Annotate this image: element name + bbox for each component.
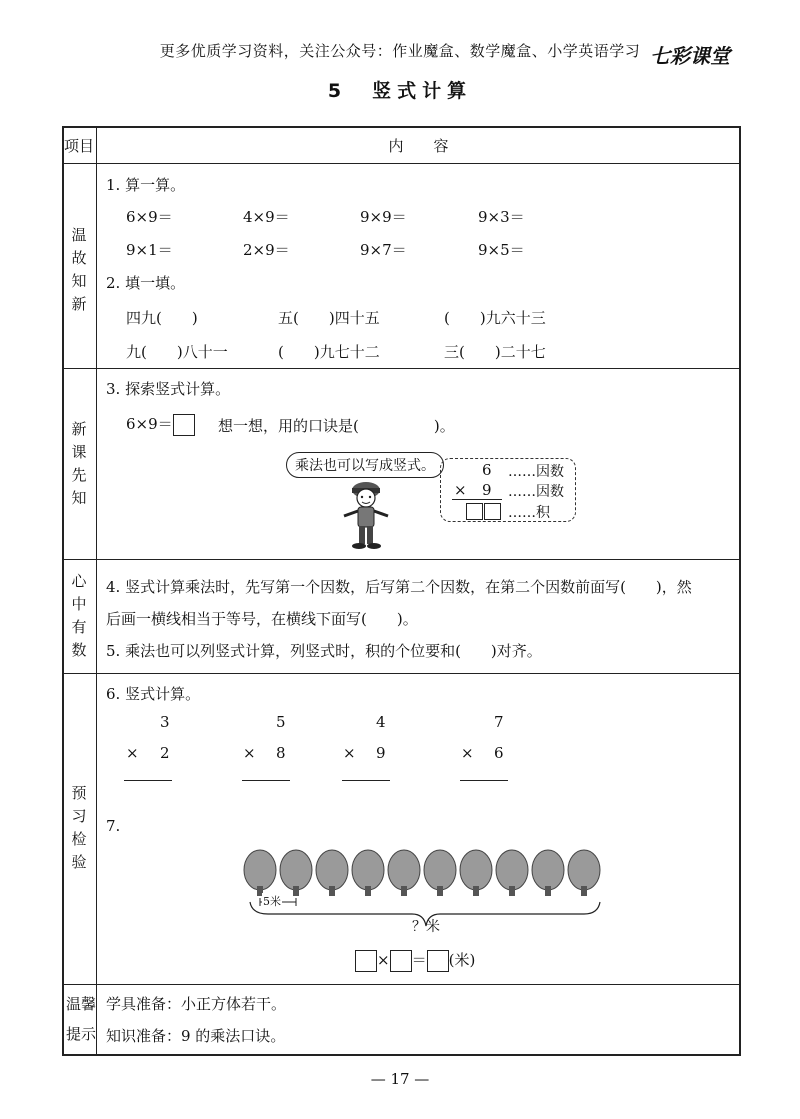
vcalc-line bbox=[342, 780, 390, 781]
factor-label: ……因数 bbox=[508, 484, 564, 500]
vcalc-bottom: 9 bbox=[376, 744, 386, 762]
section-label-review bbox=[62, 224, 96, 316]
vcalc-op: × bbox=[243, 744, 256, 762]
tree-icon bbox=[460, 850, 492, 896]
answer-box[interactable] bbox=[484, 503, 501, 520]
q3-expression bbox=[126, 413, 195, 436]
vcalc-op: × bbox=[461, 744, 474, 762]
row-divider bbox=[62, 984, 741, 985]
tree-icon bbox=[244, 850, 276, 896]
q2-item: 五( )四十五 bbox=[278, 309, 380, 327]
tree-icon bbox=[424, 850, 456, 896]
q2-item: 三( )二十七 bbox=[444, 343, 546, 361]
cartoon-child-icon bbox=[334, 476, 398, 554]
page-title: 5 竖式计算 bbox=[327, 80, 473, 102]
q1-item: 4×9＝ bbox=[243, 208, 290, 226]
q7-equation bbox=[355, 949, 475, 972]
answer-box[interactable] bbox=[427, 950, 449, 972]
gap-label: 5米 bbox=[263, 895, 281, 908]
q1-item: 9×7＝ bbox=[360, 241, 407, 259]
q4-line1: 4. 竖式计算乘法时，先写第一个因数，后写第二个因数，在第二个因数前面写( )，然 bbox=[106, 578, 692, 596]
tree-icon bbox=[280, 850, 312, 896]
q6-title: 6. 竖式计算。 bbox=[106, 685, 201, 703]
vertical-mid-number: 9 bbox=[482, 481, 492, 499]
tree-icon bbox=[568, 850, 600, 896]
section-label-new bbox=[62, 418, 96, 510]
section-label-text: 心中有数 bbox=[71, 572, 87, 659]
q2-item: ( )九六十三 bbox=[444, 309, 546, 327]
q3-expr-text: 6×9＝ bbox=[126, 415, 173, 433]
q2-item: 九( )八十一 bbox=[126, 343, 228, 361]
header-item: 项目 bbox=[63, 137, 94, 155]
q5-line: 5. 乘法也可以列竖式计算，列竖式时，积的个位要和( )对齐。 bbox=[106, 642, 542, 660]
answer-box[interactable] bbox=[355, 950, 377, 972]
vcalc-line bbox=[124, 780, 172, 781]
equals-sign: ＝ bbox=[411, 951, 427, 969]
vertical-op: × bbox=[454, 481, 467, 499]
vcalc-top: 3 bbox=[160, 713, 170, 731]
section-label-tips-1: 温馨 bbox=[65, 995, 96, 1013]
product-boxes bbox=[466, 501, 501, 520]
promo-text: 更多优质学习资料，关注公众号：作业魔盒、数学魔盒、小学英语学习 bbox=[159, 42, 641, 60]
row-divider bbox=[62, 673, 741, 674]
tree-icon bbox=[316, 850, 348, 896]
vcalc-line bbox=[460, 780, 508, 781]
q3-think: 想一想，用的口诀是( )。 bbox=[218, 417, 455, 435]
vcalc-op: × bbox=[126, 744, 139, 762]
section-label-text: 新课先知 bbox=[71, 420, 87, 507]
vcalc-op: × bbox=[343, 744, 356, 762]
vcalc-bottom: 6 bbox=[494, 744, 504, 762]
column-divider bbox=[96, 126, 97, 1056]
vcalc-line bbox=[242, 780, 290, 781]
q1-item: 6×9＝ bbox=[126, 208, 173, 226]
q2-item: ( )九七十二 bbox=[278, 343, 380, 361]
q1-item: 2×9＝ bbox=[243, 241, 290, 259]
vcalc-top: 7 bbox=[494, 713, 504, 731]
vcalc-bottom: 8 bbox=[276, 744, 286, 762]
tips-line2: 知识准备：9 的乘法口诀。 bbox=[106, 1027, 286, 1045]
q4-line2: 后画一横线相当于等号，在横线下面写( )。 bbox=[106, 610, 418, 628]
answer-box[interactable] bbox=[466, 503, 483, 520]
speech-bubble: 乘法也可以写成竖式。 bbox=[286, 452, 444, 478]
q1-item: 9×1＝ bbox=[126, 241, 173, 259]
tips-line1: 学具准备：小正方体若干。 bbox=[106, 995, 287, 1013]
q1-item: 9×3＝ bbox=[478, 208, 525, 226]
section-label-text: 预习检验 bbox=[71, 784, 87, 871]
answer-box[interactable] bbox=[390, 950, 412, 972]
tree-icon bbox=[388, 850, 420, 896]
publisher-logo: 七彩课堂 bbox=[650, 44, 730, 68]
total-length-label: ？米 bbox=[412, 919, 440, 935]
vertical-top-number: 6 bbox=[482, 461, 492, 479]
q3-title: 3. 探索竖式计算。 bbox=[106, 380, 231, 398]
section-label-preview bbox=[62, 782, 96, 874]
row-divider bbox=[62, 559, 741, 560]
tree-icon bbox=[352, 850, 384, 896]
row-divider bbox=[62, 163, 741, 164]
unit-label: (米) bbox=[448, 951, 476, 969]
row-divider bbox=[62, 368, 741, 369]
vertical-underline bbox=[452, 499, 502, 500]
vcalc-top: 4 bbox=[376, 713, 386, 731]
q2-item: 四九( ) bbox=[126, 309, 198, 327]
page-number: — 17 — bbox=[370, 1070, 430, 1088]
section-label-text: 温故知新 bbox=[71, 226, 87, 313]
q1-item: 9×5＝ bbox=[478, 241, 525, 259]
vcalc-top: 5 bbox=[276, 713, 286, 731]
tree-icon bbox=[496, 850, 528, 896]
times-sign: × bbox=[377, 951, 390, 969]
q1-title: 1. 算一算。 bbox=[106, 176, 186, 194]
product-label: ……积 bbox=[508, 505, 550, 521]
q1-item: 9×9＝ bbox=[360, 208, 407, 226]
section-label-mind bbox=[62, 570, 96, 662]
tree-icon bbox=[532, 850, 564, 896]
answer-box[interactable] bbox=[173, 414, 195, 436]
section-label-tips-2: 提示 bbox=[65, 1025, 96, 1043]
q2-title: 2. 填一填。 bbox=[106, 274, 186, 292]
vcalc-bottom: 2 bbox=[160, 744, 170, 762]
q7-title: 7. bbox=[106, 817, 121, 835]
header-content: 内 容 bbox=[388, 137, 449, 155]
factor-label: ……因数 bbox=[508, 464, 564, 480]
